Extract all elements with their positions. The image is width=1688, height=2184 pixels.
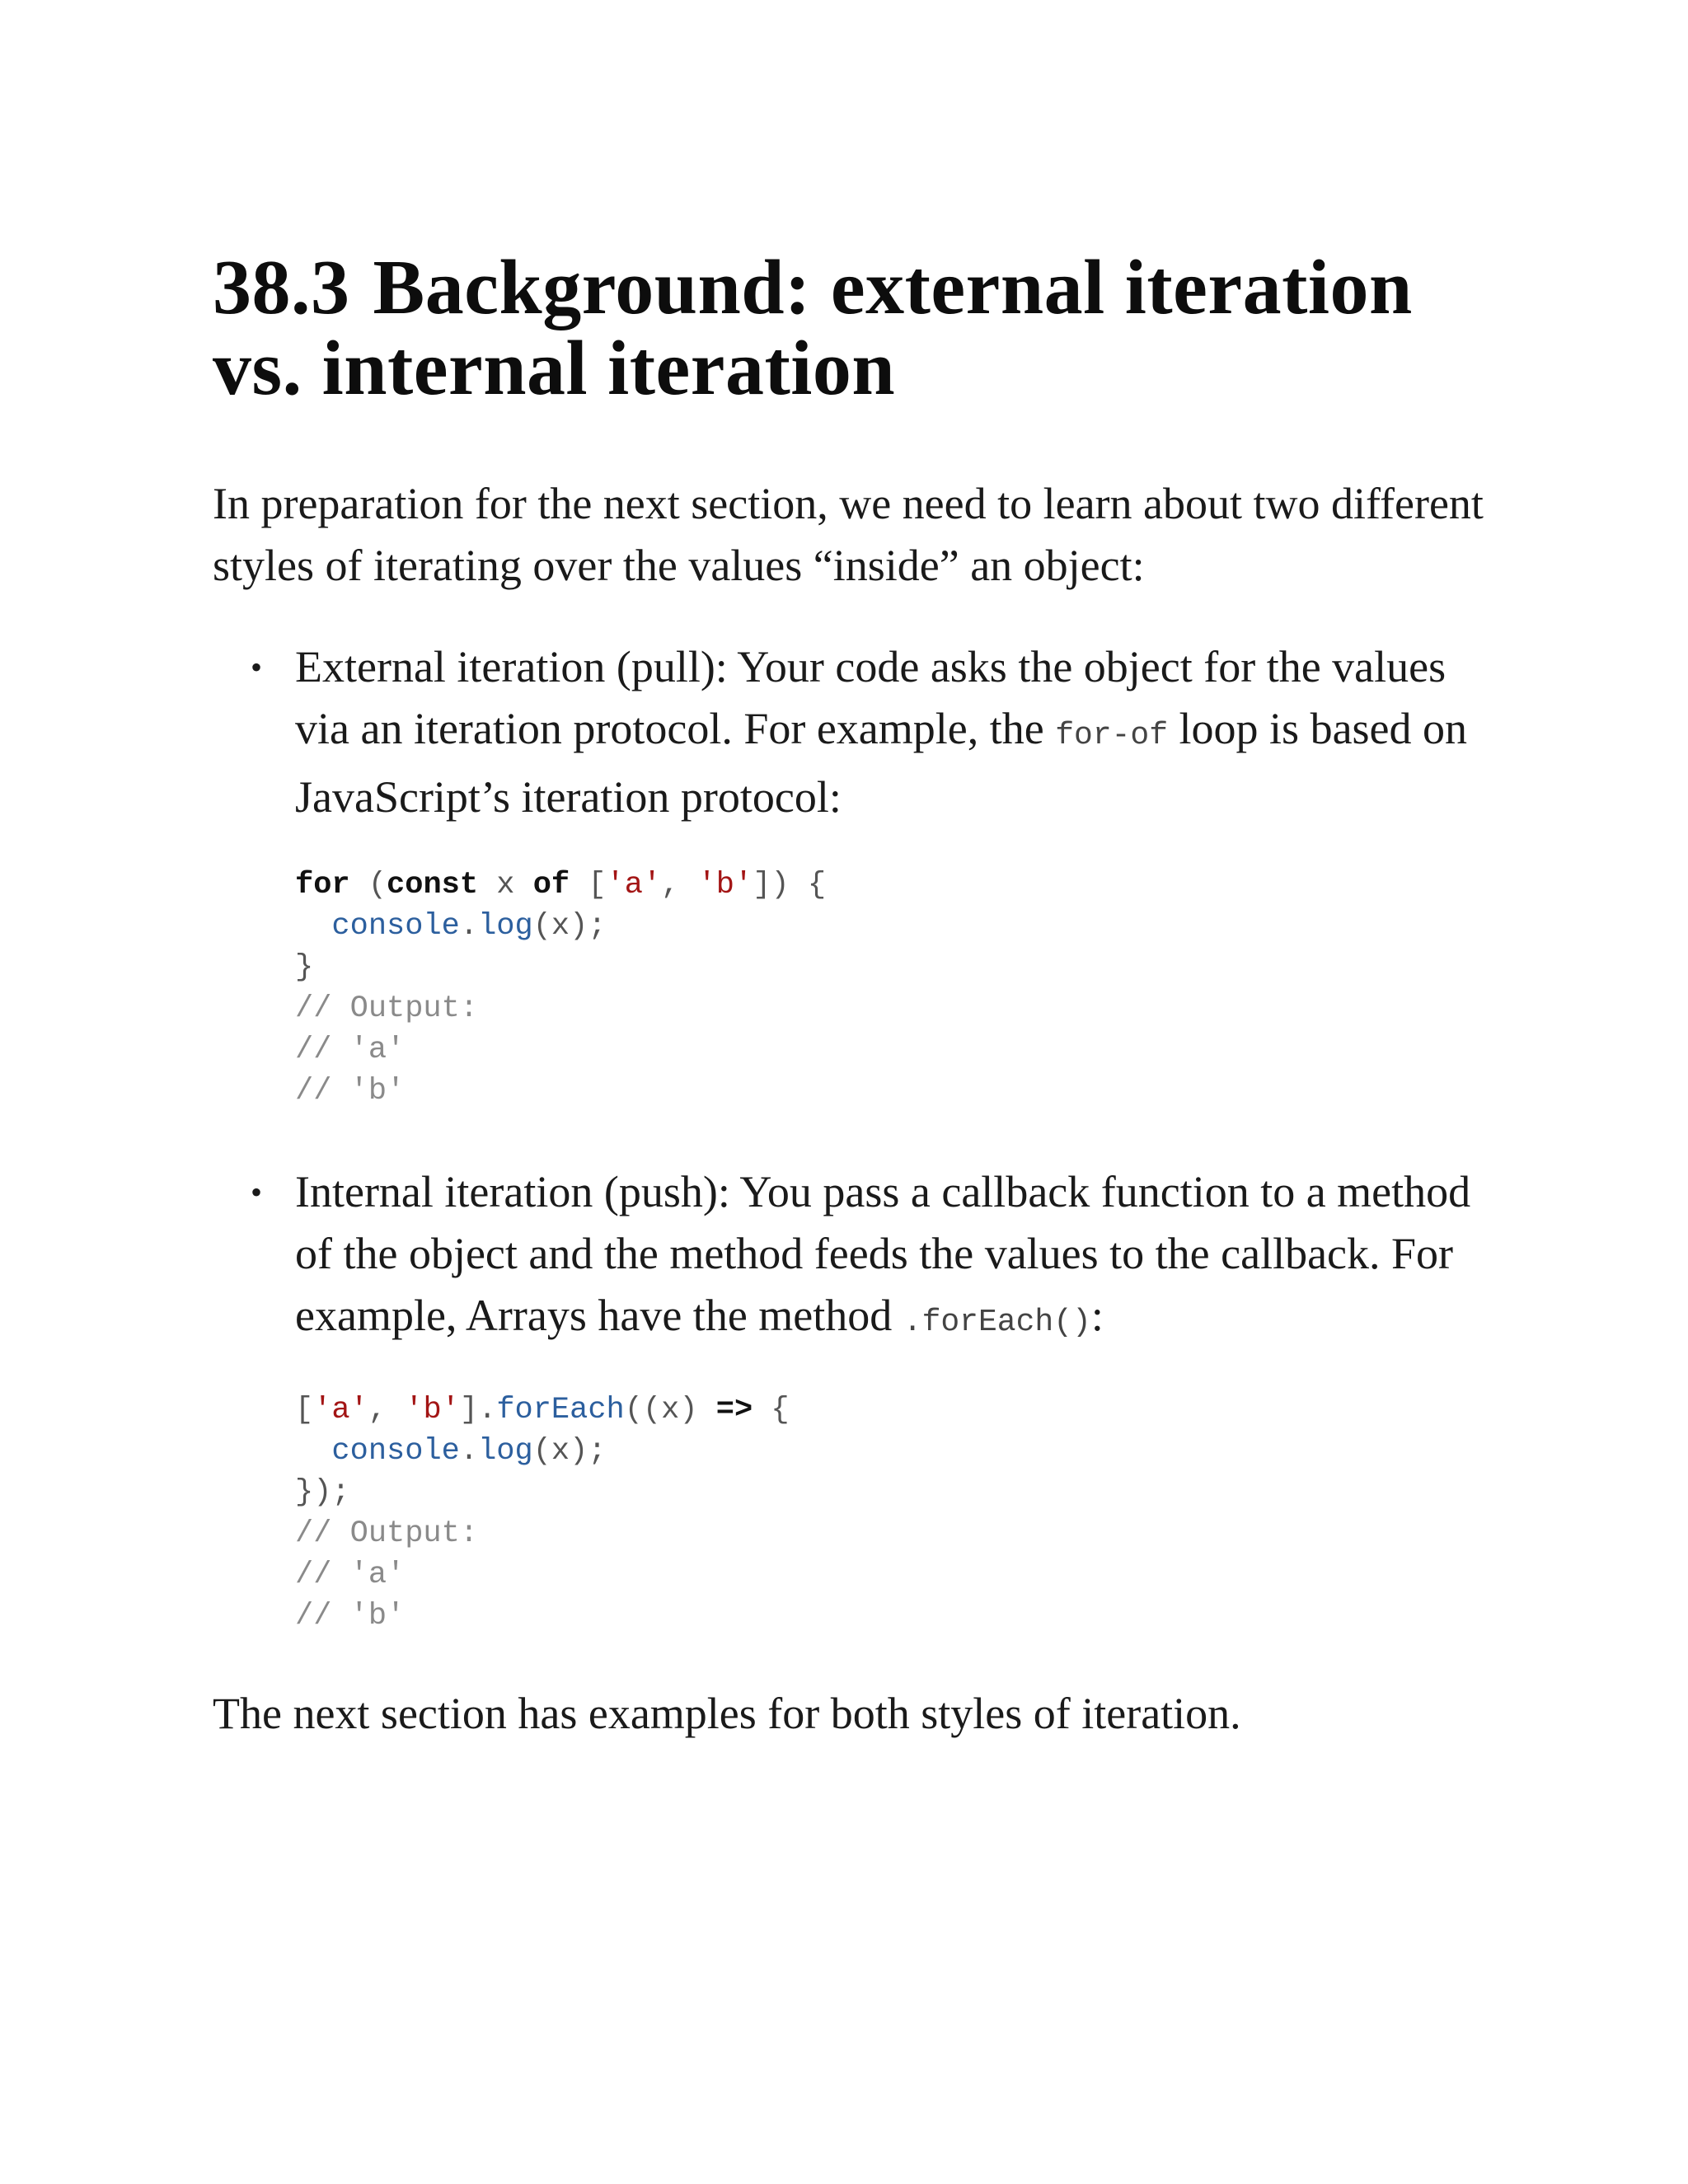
code-line: }); — [295, 1475, 350, 1510]
document-page — [213, 247, 1498, 1745]
iteration-styles-list — [213, 636, 1498, 1637]
list-item-internal-iteration — [251, 1161, 1498, 1637]
code-block-for-of — [295, 865, 1498, 1112]
intro-paragraph: In preparation for the next section, we need to learn about two different styles of iterating over the values “inside” an object: — [213, 479, 1484, 590]
code-line: } — [295, 950, 314, 985]
code-block-foreach — [295, 1390, 1498, 1637]
item-text-end: : — [1090, 1291, 1104, 1340]
code-line: ['a', 'b'].forEach((x) => { — [295, 1393, 790, 1427]
list-item-external-iteration — [251, 636, 1498, 1112]
item-text: External iteration (pull): Your code asks the object for the values via an iteration protocol. For example, the — [295, 642, 1447, 753]
bullet-icon: • — [251, 1174, 263, 1211]
code-line: console.log(x); — [331, 909, 607, 944]
section-title: Background: external iteration vs. internal iteration — [213, 245, 1413, 411]
bullet-icon: • — [251, 649, 263, 686]
code-comment: // Output: — [295, 1516, 479, 1551]
code-line: console.log(x); — [331, 1434, 607, 1469]
section-number: 38.3 — [213, 245, 350, 330]
inline-code: .forEach() — [903, 1305, 1091, 1340]
code-comment: // Output: — [295, 991, 479, 1026]
code-comment: // 'b' — [295, 1599, 406, 1633]
item-text-end: loop is based on JavaScript’s iteration protocol: — [295, 704, 1468, 822]
code-line: for (const x of ['a', 'b']) { — [295, 868, 827, 902]
code-comment: // 'a' — [295, 1033, 406, 1067]
code-comment: // 'a' — [295, 1558, 406, 1592]
inline-code: for-of — [1055, 718, 1169, 753]
item-text: Internal iteration (push): You pass a callback function to a method of the object and the method feeds the values to the callback. For example, Arrays have the method — [295, 1167, 1471, 1340]
closing-paragraph: The next section has examples for both styles of iteration. — [213, 1689, 1241, 1738]
code-comment: // 'b' — [295, 1074, 406, 1108]
section-heading — [213, 247, 1498, 409]
